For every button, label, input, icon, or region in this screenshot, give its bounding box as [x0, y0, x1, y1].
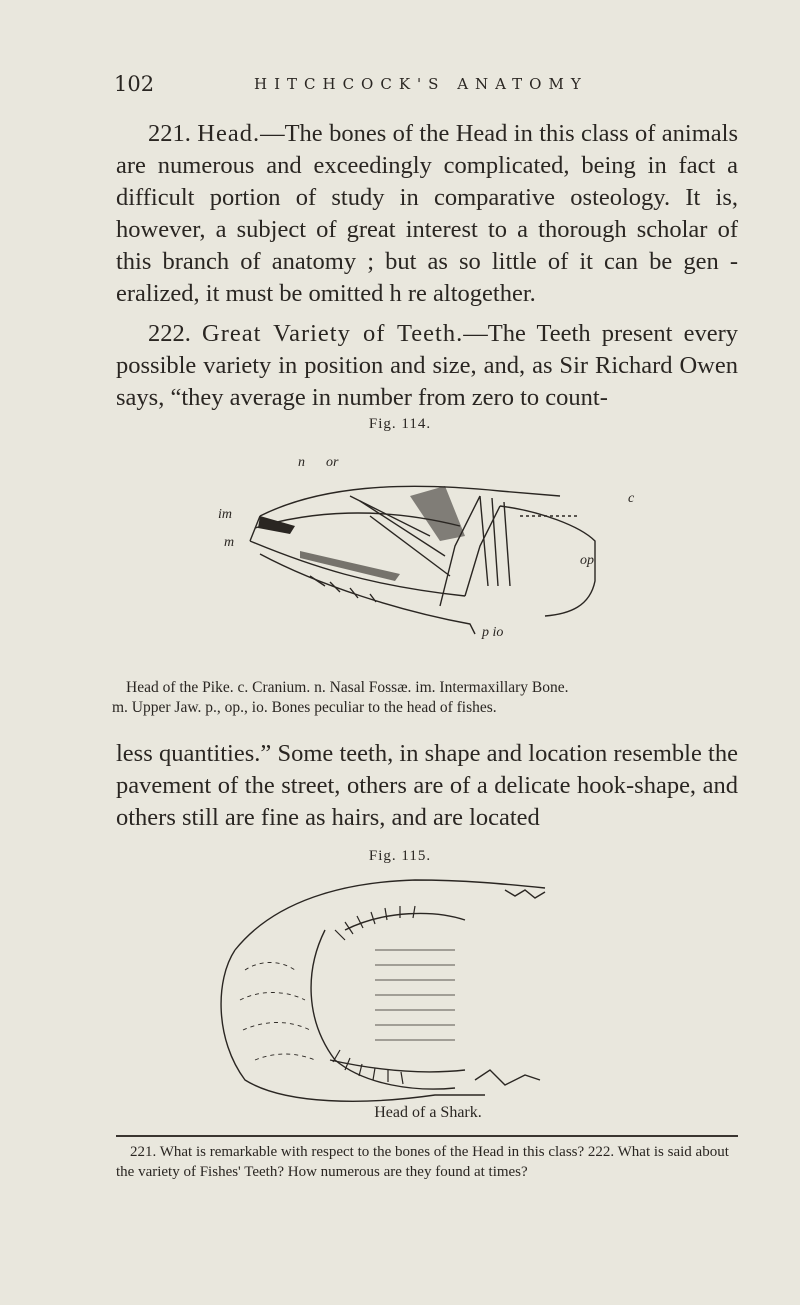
paragraph-222: [116, 318, 738, 414]
main-text-bottom: [116, 738, 738, 834]
label-m: m: [224, 535, 235, 550]
main-text-top: [116, 118, 738, 414]
footnote-divider: [116, 1135, 738, 1137]
page-header: [114, 72, 724, 102]
page-number: 102: [114, 72, 155, 96]
label-im: im: [218, 507, 232, 522]
section-number: 222.: [148, 320, 191, 347]
pike-head-illustration: [200, 436, 635, 640]
paragraph-221: [116, 118, 738, 310]
shark-head-illustration: [205, 870, 565, 1120]
figure-115-label: Fig. 115.: [368, 848, 432, 864]
caption-line-2: m. Upper Jaw. p., op., io. Bones peculiar to the head of fishes.: [112, 699, 497, 716]
section-number: 221.: [148, 120, 191, 147]
section-text: —The bones of the Head in this class of animals are numerous and exceedingly complicated, being in fact a difficult portion of study in comparative osteology. It is, however, a subject of great interest to a thorough scholar of this branch of anatomy ; but as so little of it can be gen - eralized, it must be omitted h re altogether.: [116, 120, 738, 307]
figure-114-label: Fig. 114.: [368, 416, 432, 432]
section-title: Great Variety of Teeth.: [202, 320, 464, 347]
section-title: Head.: [197, 120, 261, 147]
figure-115-caption: Head of a Shark.: [374, 1104, 482, 1121]
caption-line-1: Head of the Pike. c. Cranium. n. Nasal Fossæ. im. Intermaxillary Bone.: [126, 679, 569, 696]
figure-114-caption: [112, 678, 744, 718]
label-c: c: [628, 491, 635, 506]
label-or: or: [326, 455, 339, 470]
label-op: op: [580, 553, 594, 568]
continuation-paragraph: less quantities.” Some teeth, in shape and location resemble the pavement of the street, others are of a delicate hook-shape, and others still are fine as hairs, and are located: [116, 740, 738, 831]
label-n: n: [298, 455, 305, 470]
section-text: —The Teeth present every possible variety in position and size, and, as Sir Richard Owen says, “they average in number from zero to count-: [116, 320, 738, 411]
running-title: HITCHCOCK'S ANATOMY: [254, 75, 588, 93]
label-p-io: p io: [482, 625, 504, 640]
review-questions: 221. What is remarkable with respect to the bones of the Head in this class? 222. What is said about the variety of Fishes' Teeth? How numerous are they found at times?: [116, 1144, 729, 1180]
